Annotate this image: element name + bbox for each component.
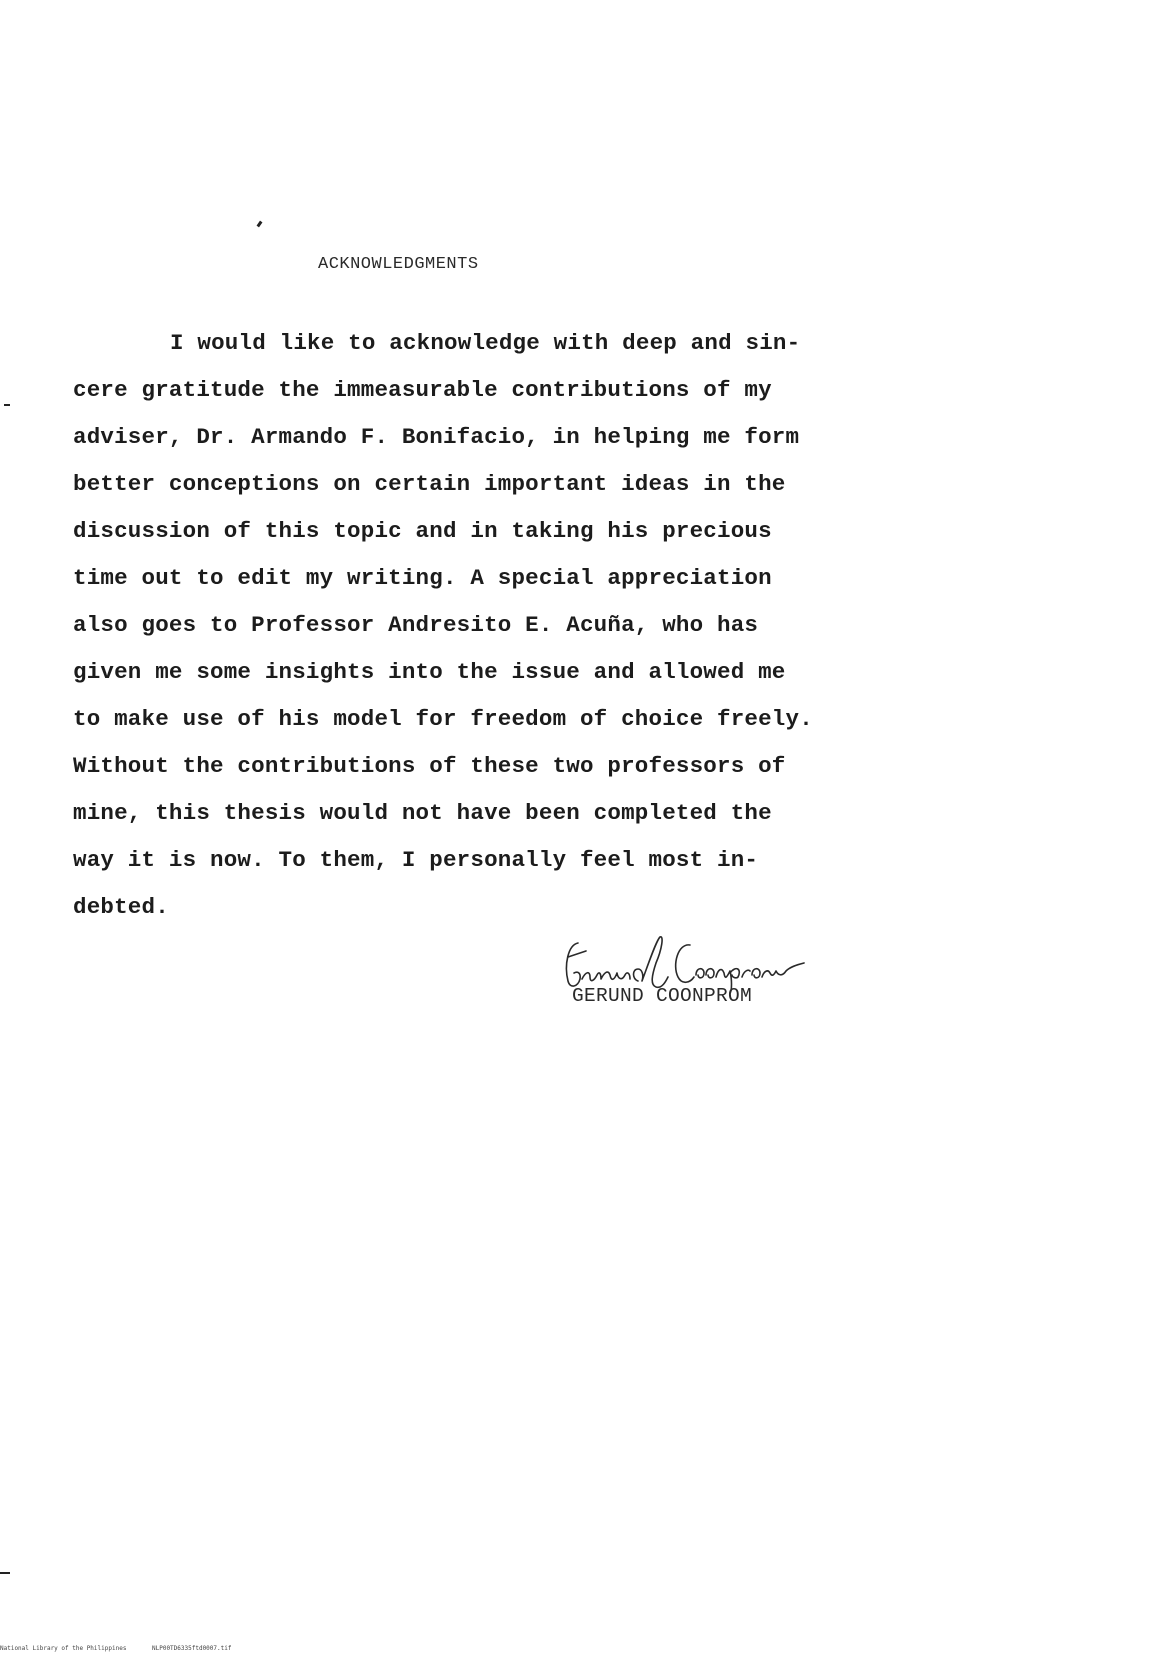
paragraph-line: Without the contributions of these two professors of [73, 753, 786, 779]
paragraph-line: adviser, Dr. Armando F. Bonifacio, in helping me form [73, 424, 800, 450]
paragraph-line: I would like to acknowledge with deep and sin- [170, 330, 801, 356]
scan-speck [0, 1572, 10, 1574]
paragraph-line: mine, this thesis would not have been completed the [73, 800, 772, 826]
paragraph-line: to make use of his model for freedom of choice freely. [73, 706, 813, 732]
paragraph-line: also goes to Professor Andresito E. Acuña, who has [73, 612, 759, 638]
footer-library-label: National Library of the Philippines [0, 1645, 127, 1652]
paragraph-line: way it is now. To them, I personally feel most in- [73, 847, 759, 873]
acknowledgment-paragraph [73, 320, 873, 931]
paragraph-line: discussion of this topic and in taking his precious [73, 518, 772, 544]
scan-speck [4, 404, 10, 406]
paragraph-line: cere gratitude the immeasurable contributions of my [73, 377, 772, 403]
paragraph-line: debted. [73, 894, 169, 920]
paragraph-line: time out to edit my writing. A special appreciation [73, 565, 772, 591]
paragraph-line: given me some insights into the issue and allowed me [73, 659, 786, 685]
signed-name: GERUND COONPROM [572, 985, 753, 1007]
paragraph-line: better conceptions on certain important ideas in the [73, 471, 786, 497]
scan-speck [257, 221, 263, 228]
footer-filename: NLP00TD6335ftd0007.tif [152, 1645, 232, 1652]
page-heading: ACKNOWLEDGMENTS [318, 255, 479, 274]
